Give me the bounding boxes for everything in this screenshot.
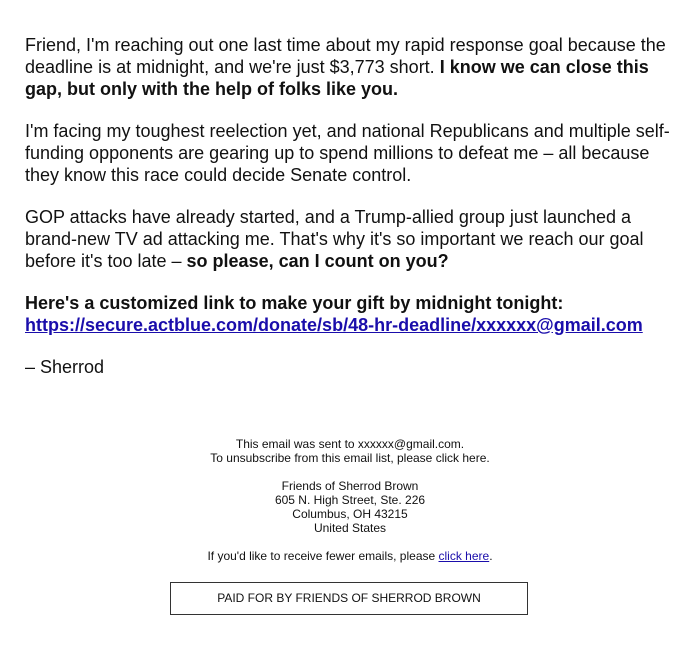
- sent-to-text: This email was sent to xxxxxx@gmail.com.: [235, 437, 465, 451]
- donate-link[interactable]: https://secure.actblue.com/donate/sb/48-hr-deadline/xxxxxx@gmail.com: [25, 315, 643, 335]
- fewer-emails-period: .: [489, 549, 493, 563]
- footer-sent-block: [0, 437, 700, 465]
- paid-for-disclaimer: PAID FOR BY FRIENDS OF SHERROD BROWN: [170, 582, 528, 615]
- city-state-zip: Columbus, OH 43215: [292, 507, 408, 521]
- unsubscribe-text[interactable]: To unsubscribe from this email list, please click here.: [210, 451, 490, 465]
- intro-text: Friend, I'm reaching out one last time about my rapid response goal because the deadline is at midnight, and we're just $3,773 short.: [25, 35, 666, 77]
- street-address: 605 N. High Street, Ste. 226: [274, 493, 426, 507]
- country: United States: [313, 521, 387, 535]
- fewer-emails-line: [0, 549, 700, 563]
- cta-heading: Here's a customized link to make your gift by midnight tonight:: [25, 293, 564, 313]
- paragraph-cta: [25, 292, 685, 336]
- intro-bold-text: I know we can close this gap, but only with the help of folks like you.: [25, 57, 649, 99]
- fewer-emails-link[interactable]: click here: [438, 549, 490, 563]
- paragraph-reelection: I'm facing my toughest reelection yet, and national Republicans and multiple self-funding opponents are gearing up to spend millions to defeat me – all because they know this race could decide Senate control.: [25, 121, 670, 185]
- attacks-bold-text: so please, can I count on you?: [186, 251, 449, 271]
- signature: – Sherrod: [25, 357, 105, 377]
- paragraph-intro: [25, 34, 685, 100]
- attacks-text: GOP attacks have already started, and a Trump-allied group just launched a brand-new TV ad attacking me. That's why it's so important we reach our goal before it's too late –: [25, 207, 644, 271]
- fewer-emails-text: If you'd like to receive fewer emails, please: [207, 549, 439, 563]
- org-name: Friends of Sherrod Brown: [281, 479, 419, 493]
- paragraph-attacks: [25, 206, 685, 272]
- email-body: [25, 34, 685, 398]
- email-footer: [0, 437, 700, 577]
- footer-address: [0, 479, 700, 535]
